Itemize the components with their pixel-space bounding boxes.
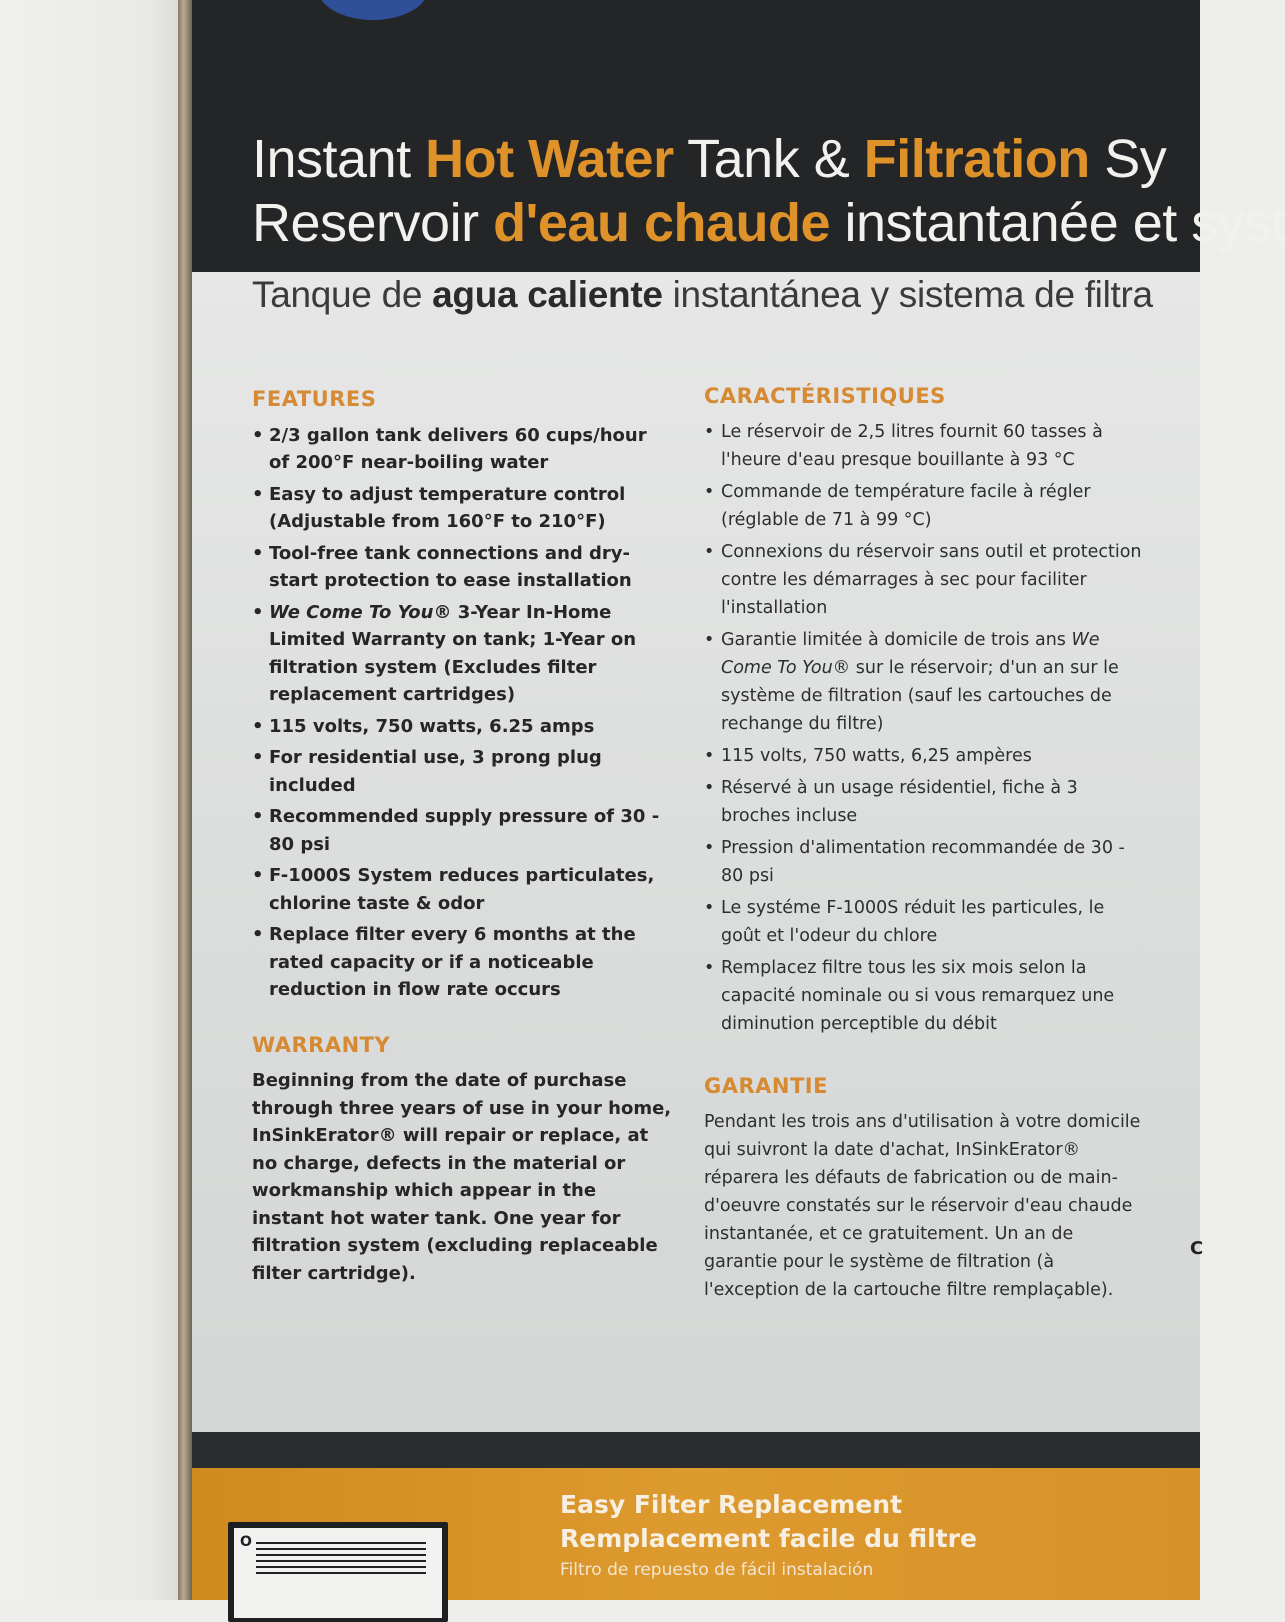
caracteristiques-list xyxy=(704,418,1144,1038)
garantie-text: Pendant les trois ans d'utilisation à votre domicile qui suivront la date d'achat, InSinkErator® réparera les défauts de fabrication ou de main-d'oeuvre constatés sur le réservoir d'eau chaude instantanée, et ce gratuitement. Un an de garantie pour le système de filtration (à l'exception de la cartouche filtre remplaçable). xyxy=(704,1112,1141,1300)
background-wall xyxy=(0,0,185,1600)
feature-item: • Connexions du réservoir sans outil et protection contre les démarrages à sec pour faciliter l'installation xyxy=(704,538,1144,622)
feature-item: • Tool-free tank connections and dry-start protection to ease installation xyxy=(252,540,672,595)
box-corner-edge xyxy=(178,0,192,1600)
features-list xyxy=(252,422,672,1004)
filter-replacement-fr: Remplacement facile du filtre xyxy=(560,1524,977,1553)
cartridge-stripe xyxy=(256,1566,426,1568)
feature-item: • We Come To You® 3-Year In-Home Limited Warranty on tank; 1-Year on filtration system (Excludes filter replacement cartridges) xyxy=(252,599,672,709)
title-english: Instant Hot Water Tank & Filtration Sy xyxy=(252,129,1167,189)
feature-item: • 2/3 gallon tank delivers 60 cups/hour of 200°F near-boiling water xyxy=(252,422,672,477)
feature-item: • Recommended supply pressure of 30 - 80 psi xyxy=(252,803,672,858)
cartridge-stripe xyxy=(256,1560,426,1562)
feature-item: • Garantie limitée à domicile de trois ans We Come To You® sur le réservoir; d'un an sur le système de filtration (sauf les cartouches de rechange du filtre) xyxy=(704,626,1144,738)
feature-item: • For residential use, 3 prong plug included xyxy=(252,744,672,799)
feature-item: • Easy to adjust temperature control (Adjustable from 160°F to 210°F) xyxy=(252,481,672,536)
feature-item: • Le réservoir de 2,5 litres fournit 60 tasses à l'heure d'eau presque bouillante à 93 °C xyxy=(704,418,1144,474)
features-heading: FEATURES xyxy=(252,387,377,411)
cartridge-stripe xyxy=(256,1542,426,1544)
warranty-brand: We Come To You® xyxy=(721,630,1100,678)
cartridge-label: O xyxy=(240,1534,252,1550)
cartridge-stripe xyxy=(256,1548,426,1550)
brand-logo-icon xyxy=(318,0,428,20)
divider-band xyxy=(178,1432,1200,1468)
garantie-heading: GARANTIE xyxy=(704,1074,828,1098)
feature-item: • Remplacez filtre tous les six mois selon la capacité nominale ou si vous remarquez une diminution perceptible du débit xyxy=(704,954,1144,1038)
feature-item: • Replace filter every 6 months at the rated capacity or if a noticeable reduction in flow rate occurs xyxy=(252,921,672,1004)
feature-item: • Pression d'alimentation recommandée de 30 - 80 psi xyxy=(704,834,1144,890)
feature-item: • Le systéme F-1000S réduit les particules, le goût et l'odeur du chlore xyxy=(704,894,1144,950)
filter-replacement-es: Filtro de repuesto de fácil instalación xyxy=(560,1560,874,1580)
cartridge-stripe xyxy=(256,1554,426,1556)
warranty-brand: We Come To You® xyxy=(269,601,452,623)
english-column xyxy=(252,386,672,1287)
french-column xyxy=(704,382,1144,1304)
product-box xyxy=(178,0,1285,1600)
cut-off-text: C xyxy=(1190,1238,1204,1259)
feature-item: • 115 volts, 750 watts, 6.25 amps xyxy=(252,713,672,741)
title-french: Reservoir d'eau chaude instantanée et syst xyxy=(252,193,1285,253)
filter-replacement-en: Easy Filter Replacement xyxy=(560,1490,903,1519)
filter-cartridge-image xyxy=(228,1522,448,1622)
warranty-heading: WARRANTY xyxy=(252,1032,391,1057)
warranty-text: Beginning from the date of purchase through three years of use in your home, InSinkErator® will repair or replace, at no charge, defects in the material or workmanship which appear in the instant hot water tank. One year for filtration system (excluding replaceable filter cartridge). xyxy=(252,1070,672,1284)
feature-item: • 115 volts, 750 watts, 6,25 ampères xyxy=(704,742,1144,770)
caracteristiques-heading: CARACTÉRISTIQUES xyxy=(704,384,946,408)
header-band xyxy=(178,0,1285,272)
cartridge-stripe xyxy=(256,1572,426,1574)
feature-item: • Réservé à un usage résidentiel, fiche à 3 broches incluse xyxy=(704,774,1144,830)
feature-item: • Commande de température facile à régler (réglable de 71 à 99 °C) xyxy=(704,478,1144,534)
title-spanish: Tanque de agua caliente instantánea y sistema de filtra xyxy=(252,274,1153,315)
feature-item: • F-1000S System reduces particulates, chlorine taste & odor xyxy=(252,862,672,917)
